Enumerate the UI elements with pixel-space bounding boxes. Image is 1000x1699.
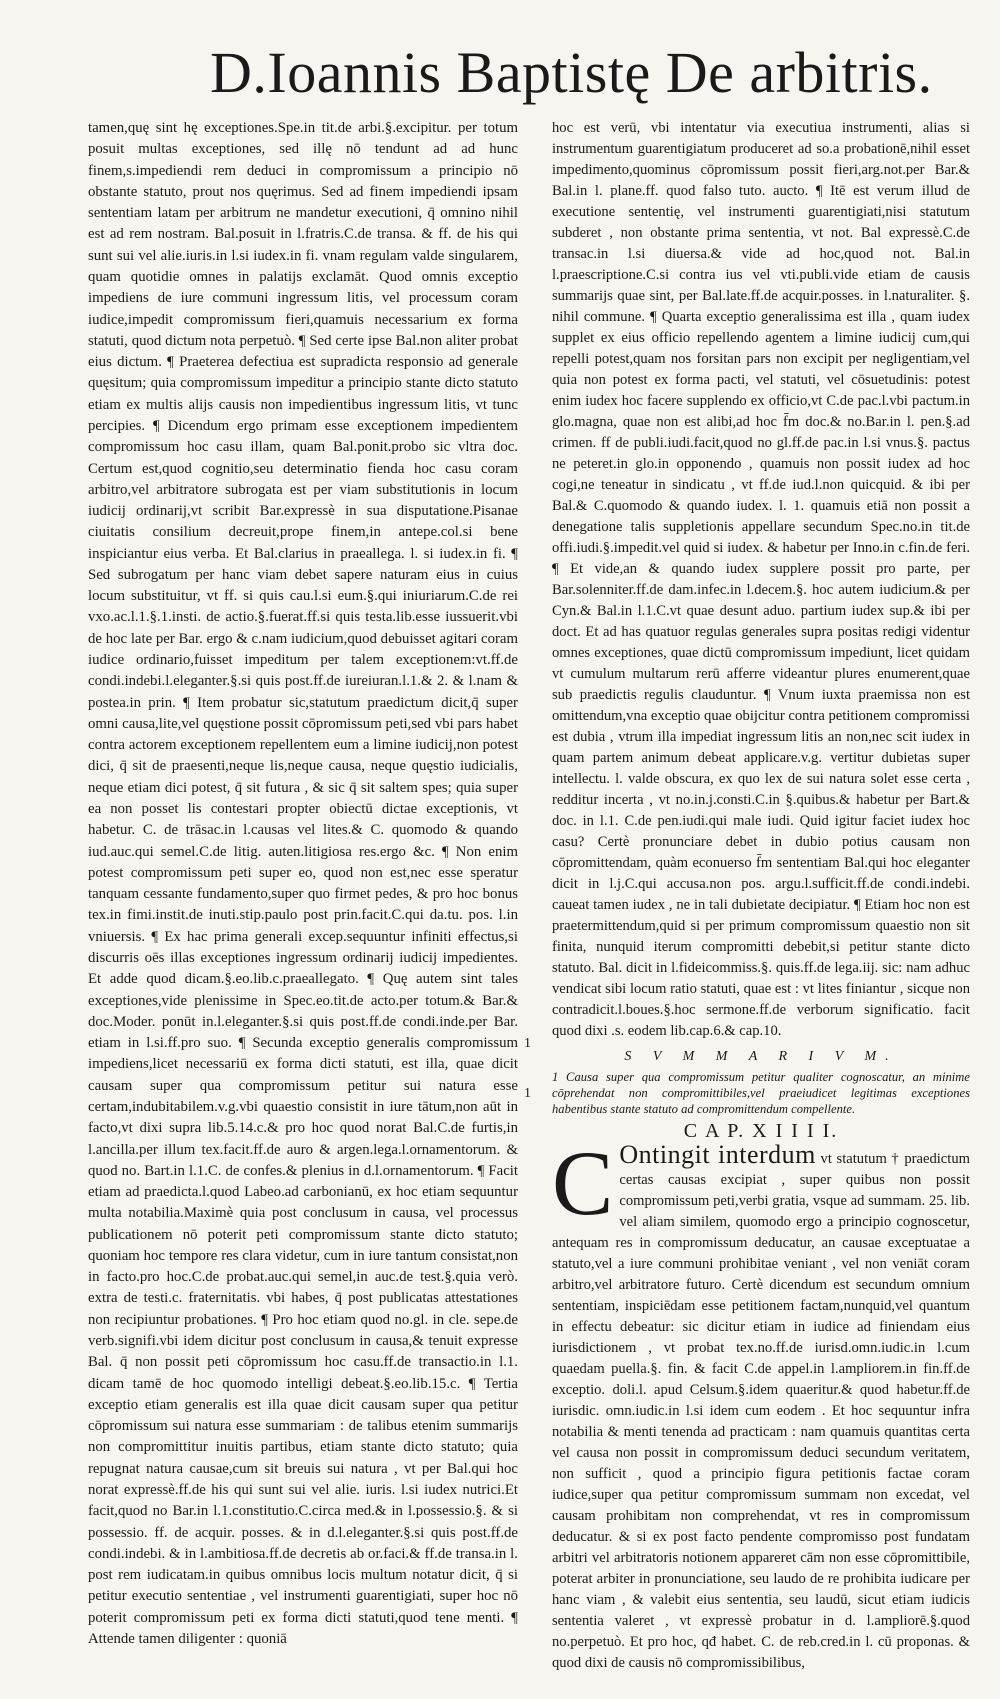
summarium-number: 1 [552,1070,559,1084]
right-column-text: hoc est verū, vbi intentatur via executiua instrumenti, alias si instrumentum guarentigiatum produceret ad so.a probationē,nihil esset impedimento,quominus cōpromissum possit fieri,arg.not.per Bar.& Bal.in l. plane.ff. quod falso tuto. aucto. ¶ Itē est verum illud de executione sententię, vel instrumenti guarentigiati,nisi statutum subderet , non obstante prima sententia, vt not. Bal expressè.C.de transac.in l.si diuersa.& vide ad hoc,quod not. Bal.in l.praescriptione.C.si contra ius vel vti.publi.vide etiam de causis summarijs quae sint, per Bal.late.ff.de acquir.posses. in l.naturaliter. §. nihil commune. ¶ Quarta exceptio generalissima est illa , quam iudex supplet ex eius officio repellendo agentem a limine iudicij cum,qui repelli potest,quam nos forsitan pars non excipit per negligentiam,vel quia non potest ex forma pacti, vel statuti, vel cōsuetudinis: potest enim iudex hoc facere supplendo ex officio,vt C.de pac.l.vbi pactum.in glo.magna, quae non est alibi,ad hoc f̄m doc.& no.Bar.in l. pen.§.ad crimen. ff de publi.iudi.facit,quod no gl.ff.de pac.in l.si vnus.§. pactus ne peteret.in glo.in opponendo , quamuis non possit iudex ad hoc cogi,ne teneatur in sindicatu , vt ff.de iud.l.non quicquid. & ibi per Bal.& C.quomodo & quando iudex. l. 1. quamuis etiā non possit a denegatione talis suppletionis appellare secundum Spec.no.in tit.de offi.iudi.§.impedit.vel quid si iudex. & habetur per Inno.in c.fin.de feri. ¶ Et vide,an & quando iudex supplere possit pro parte, per Bar.solenniter.ff.de dam.infec.in l.decem.§. hoc autem iudicium.& per Cyn.& Bal.in l.1.C.vt quae desunt aduo. partium iudex sup.& ibi per doct. Et ad has quatuor regulas generales supra positas redigi videntur omnes exceptiones, quae dictū compromissum impediunt, licet quidam vt cumulum multarum rerū afferre videantur plures enumerent,quae sub praedictis regulis clauduntur. ¶ Vnum iuxta praemissa non est omittendum,vna exceptio quae obijcitur contra petitionem compromissi est dubia , vtrum illa impediat ingressum litis an non,nec scit iudex in quam partem animum debeat applicare.v.g. vertitur dubietas super intellectu. l. valde obscura, ex quo lex de sui natura solet esse certa , redditur incerta , vt no.in.j.consti.C.in §.quibus.& habetur per Bart.& doc. in l.1. C.de pen.iudi.qui male iudi. Quid igitur faciet iudex hoc casu? Certè pronunciare debet in dubio potius causam non cōpromittendam, quàm econuerso f̄m sententiam Bal.qui hoc eleganter dicit in l.j.C.qui accusa.non pos. argu.l.sufficit.ff.de condi.indebi. caueat tamen iudex , ne in tali dubietate decipiatur. ¶ Etiam hoc non est praetermittendum,quid si per primum compromissum quaestio non sit finita, nunquid iterum compromitti debebit,si petitur stante dicto statuto. Bal. dicit in l.fideicommiss.§. quis.ff.de lega.iij. sic: nam adhuc vendicat sibi locum ratio statuti, quae est : vt lites finiantur , sicque non contradicit.l.boues.§.hoc sermone.ff.de verborum significatio. facit quod dixi .s. eodem lib.cap.6.& cap.10. [552,120,970,1039]
summarium-title: S V M M A R I V M. [624,1049,898,1064]
left-column [88,118,518,1650]
summarium-text [552,1069,970,1117]
drop-capital: C [552,1132,614,1234]
summarium-body: Causa super qua compromissum petitur qualiter cognoscatur, an minime cōprehendat non compromittibiles,vel praeiudicet legitimas exceptiones habentibus stante statuto ad compromittendum compellente. [552,1070,970,1116]
chapter-heading: C A P. X I I I I. [683,1120,839,1142]
chapter-body [552,1132,970,1674]
margin-number: 1 [524,1086,531,1101]
margin-number: 1 [524,1036,531,1051]
running-title: D.Ioannis Baptistę De arbitris. [210,40,933,105]
left-column-text: tamen,quę sint hę exceptiones.Spe.in tit.de arbi.§.excipitur. per totum posuit multas exceptiones, sed illę nō tendunt ad ad hunc finem,s.impediendi rem deduci in compromissum a principio nō obstante statuto, prout nos quęrimus. Sed ad finem impediendi ipsam sententiam latam per arbitrum ne mandetur executioni, q̄ omnino nihil est ad rem nostram. Bal.posuit in l.fratris.C.de transa. & ff. de his qui sunt sui vel alie.iuris.in l.si iudex.in fi. vnam regulam valde singularem, quam quotidie omnes in palatijs exclamāt. Quod omnis exceptio impediens de iure communi ingressum litis, vel processum coram iudice,impedit compromissum fieri,quamuis necessarium ex forma statuti, quod dictum nota perpetuò. ¶ Sed certe ipse Bal.non aliter probat eius dictum. ¶ Praeterea defectiua est supradicta responsio ad generale quęsitum; quia compromissum impeditur a principio stante dicto statuto etiam ex multis alijs causis non impedientibus ingressum litis, vt tunc percipies. ¶ Dicendum ergo primam esse exceptionem impedientem compromissum hoc casu illam, quam Bal.ponit.probo sic vltra doc. Certum est,quod cognitio,seu determinatio fienda hoc casu coram arbitro,vel arbitratore subrogata est per viam substitutionis in locum iudicij ordinarij,vt scribit Bar.expressè in sua disputatione.Pisanae ciuitatis consilium decreuit,prope finem,in antepe.col.si bene inspiciantur eius verba. Et Bal.clarius in praeallega. l. si iudex.in fi. ¶ Sed subrogatum per hanc viam debet sapere naturam eius in cuius locum substituitur, vt ff. si quis cau.l.si eum.§.qui iniuriarum.C.de rei vxo.ac.l.1.§.1.insti. de actio.§.fuerat.ff.si quis testa.lib.esse iussuerit.vbi de hoc late per Bar. ergo & c.nam iudicium,quod debuisset agitari coram iudice ordinario,fuisset impeditum per talem exceptionem:vt.ff.de condi.indebi.l.eleganter.§.si quis post.ff.de iureiuran.l.1.& 2. & l.nam & postea.in prin. ¶ Item probatur sic,statutum praedictum dicit,q̄ super omni causa,lite,vel quęstione possit cōpromissum peti,sed vbi pars habet contra actorem exceptionem repellentem eum a limine iudicij,non potest dici, q̄ sit de praesenti,neque lis,neque causa, neque quęstio iudicialis, neque etiam dici potest, q̄ sit futura , & sic q̄ sit saltem spes; quia super ea non posset lis contestari propter obiectū dictae exceptionis, vt habetur. C. de trāsac.in l.causas vel lites.& C. quomodo & quando iud.auc.qui semel.C.de litig. auten.litigiosa res.ergo &c. ¶ Non enim potest compromissum peti super eo, quod non est,nec esse speratur tanquam cessante fundamento,super quo firmet pedes, & pro hoc bonus tex.in fimi.instit.de inuti.stip.paulo post prin.facit.C.qui da.tu. pos. l.in vniuersis. ¶ Ex hac prima generali excep.sequuntur infiniti effectus,si discurris oēs illas exceptiones ingressum ordinarij iudicij impedientes. Et adde quod dicam.§.eo.lib.c.praeallegato. ¶ Quę autem sint tales exceptiones,vide plenissime in Spec.eo.tit.de acto.per totum.& Bar.& doc.Moder. ponūt in.l.eleganter.§.si quis post.ff.de condi.inde.per Bar. etiam in l.si.ff.pro suo. ¶ Secunda exceptio generalis compromissum impediens,licet necessariū ex forma dicti statuti, est illa, quae dicit causam super qua compromissum petitur sui natura esse certam,indubitabilem.v.g.vbi quaestio consistit in iure tātum,non aūt in facto,vt dixi supra lib.5.14.c.& pro hoc quod norat Bal.C.de furtis,in l.ancilla.per illum tex.facit.ff.de auro & argen.lega.l.ornamentorum. & quod no. Bart.in l.1.C. de confes.& plenius in d.l.ornamentorum. ¶ Facit etiam ad praedicta.l.quod Labeo.ad carbonianū, ex hoc etiam sequuntur multa notabilia.Maximè quia post conclusum in causa, vel processus publicationem nō poterit peti compromissum stante dicto statuto; quoniam hoc tempore res clara videtur, cum in iure tantum consistat,non in facto.pro hoc.C.de probat.auc.qui semel,in auc.de test.§.quia verò. extra de testi.c. fraternitatis. vbi habes, q̄ post publicatas attestationes non recipiuntur probationes. ¶ Pro hoc etiam quod no.gl. in cle. sepe.de verb.signifi.vbi idem dicitur post conclusum in causa,& tenuit expresse Bal. q̄ non possit peti cōpromissum hoc casu.ff.de transactio.in l.1. dicam tamē de hoc quomodo intelligi debeat.§.eo.lib.15.c. ¶ Tertia exceptio etiam generalis est illa quae dicit causam super qua petitur cōpromissum sui natura esse summariam : de talibus etenim summarijs non compromittitur inuitis partibus, etiam stante dicto statuto; quia repugnat natura causae,cum sit breuis sui natura , vt per Bal.qui hoc norat expressè.ff.de his qui sunt sui vel alie. iuris. l.si iudex nutrici.Et facit,quod no Bar.in l.1.constitutio.C.circa med.& in l.possessio.§. & si possessio. ff. de acquir. posses. & in d.l.eleganter.§.si quis post.ff.de condi.indebi. & in l.ambitiosa.ff.de decretis ab or.faci.& ff.de transa.in l. post rem iudicatam.in quibus omnibus locis multum notatur dicit, q̄ si petitur executio sententiae , vel instrumenti guarentigiati, super hoc nō poterit compromissum peti ex forma dicti statuti,quod tene menti. ¶ Attende tamen diligenter : quoniā [88,120,518,1647]
right-column [552,118,970,1674]
chapter-incipit: Ontingit interdum [619,1140,816,1169]
chapter-text: vt statutum † praedictum certas causas excipiat , super quibus non possit compromissum peti,verbi gratia, vsque ad summam. 25. lib. vel aliam similem, quomodo ergo a principio cognoscetur, antequam res in compromissum deducatur, an causae exceptuatae a statuto,vel a iure communi prohibitae veniant , vel non veniāt coram arbitro,vel arbitratore futuro. Certè dicendum est secundum omnium sententiam, inspiciēdam esse petitionem factam,nunquid,vel quantum in effectu debeatur: sic dicitur etiam in iudice ad finiendam eius iurisdictionem , vt probat tex.no.ff.de iurisd.omn.iudic.in l.cum quaedam puella.§. fin. & facit C.de appel.in l.ampliorem.in fin.ff.de exceptio. doli.l. apud Celsum.§.idem quaeritur.& quod habetur.ff.de iurisdic. omn.iudic.in l.si idem cum eodem . Et hoc sequuntur infra notabilia & menti tenenda ad practicam : nam quamuis quantitas certa vel causa non possit in compromissum deduci secundum veritatem, non sufficit , quod a principio figura petitionis factae coram iudice,super qua petitur compromissum summam non excedat, vel causam prohibitam non comprehendat, vt res in compromissum deducatur. & si ex post facto pendente compromisso post fundatam arbitri vel arbitratoris notionem appareret cām non esse cōpromittibile, poterat arbiter in pronunciatione, seu laudo de re prohibita iudicare per hanc viam , & valebit eius sententia, seu laudū, sicut etiam iudicis sententia valeret , vt expressè probatur in d. l.ampliorē.§.quod no.perpetuò. Et pro hoc, qđ habet. C. de reb.cred.in l. cū proponas. & quod dixi de causis nō compromissibilibus, [552,1151,970,1671]
